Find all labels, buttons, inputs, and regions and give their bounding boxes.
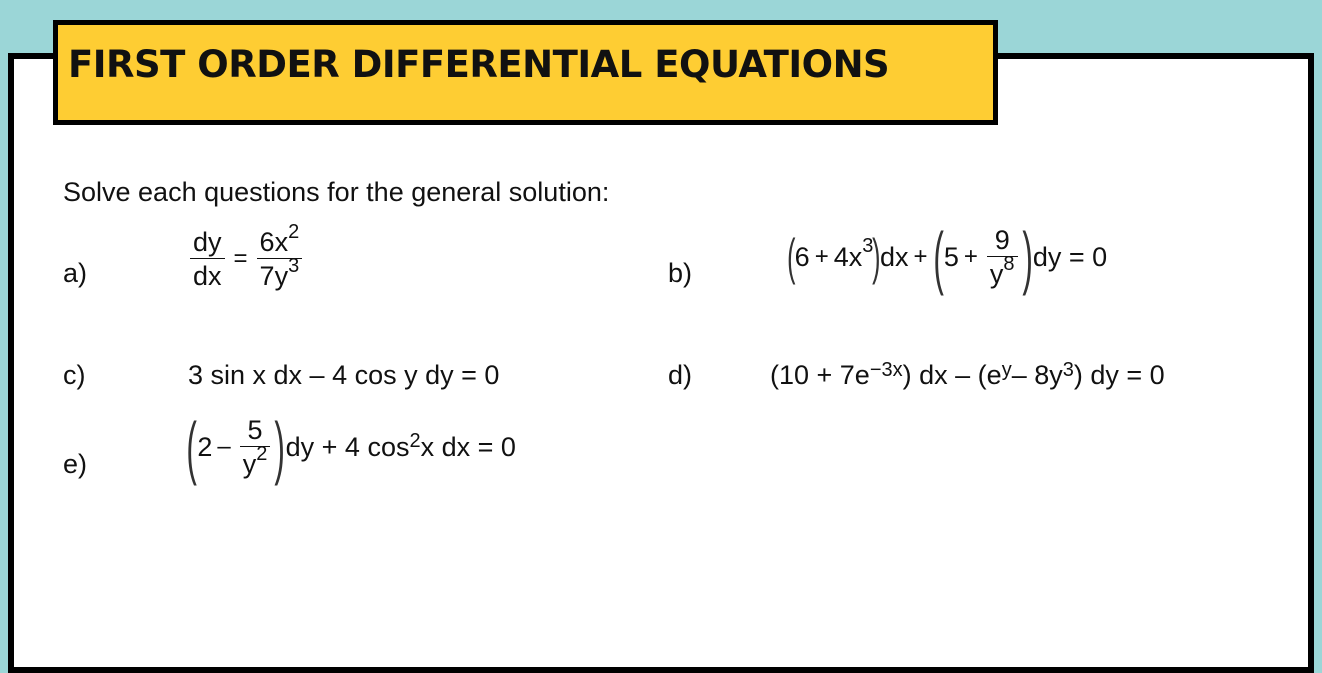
five-over-y2-fraction — [240, 416, 271, 479]
fraction-numerator: dy — [193, 227, 222, 257]
minus-sign: – — [217, 433, 231, 460]
term: 6 — [794, 241, 810, 272]
term: ) dy = 0 — [1073, 360, 1165, 390]
term: $4x^3$ — [833, 234, 874, 272]
term: 5 — [943, 241, 959, 272]
dy-dx-fraction — [190, 228, 225, 291]
question-a-equation — [186, 221, 306, 292]
dy-equals-zero: dy = 0 — [1032, 241, 1108, 272]
left-paren: ( — [787, 229, 796, 285]
fraction-denominator: $7y^3$ — [257, 258, 303, 290]
fraction-denominator: $y^2$ — [240, 446, 271, 478]
fraction-numerator: 9 — [994, 224, 1010, 255]
left-paren: ( — [932, 218, 944, 296]
plus-sign: + — [814, 243, 829, 270]
question-c-label: c) — [63, 360, 86, 390]
right-paren: ) — [872, 229, 881, 285]
rhs-fraction — [257, 221, 303, 292]
term: – 8y — [1011, 360, 1063, 390]
fraction-numerator: $6x^2$ — [259, 221, 300, 257]
fraction-numerator: 5 — [247, 414, 263, 445]
term: (10 + 7e — [770, 360, 870, 390]
question-b-equation — [787, 218, 1108, 296]
plus-sign: + — [963, 243, 978, 270]
question-b-label: b) — [668, 258, 693, 288]
fraction-denominator: dx — [190, 258, 225, 290]
term: x dx = 0 — [420, 431, 516, 462]
question-e-label: e) — [63, 449, 88, 479]
left-paren: ( — [186, 408, 197, 486]
term: 2 — [197, 431, 213, 462]
term: ) dx – (e — [902, 360, 1002, 390]
right-paren: ) — [274, 408, 286, 486]
right-paren: ) — [1021, 218, 1033, 296]
equals-sign: = — [233, 245, 248, 273]
question-d-label: d) — [668, 360, 693, 390]
page-title: FIRST ORDER DIFFERENTIAL EQUATIONS — [68, 43, 890, 86]
exponent: y — [1001, 358, 1012, 381]
question-d-equation — [770, 360, 1165, 391]
question-a-label: a) — [63, 258, 88, 288]
dx-term: dx — [880, 241, 909, 272]
exponent: −3x — [869, 358, 903, 381]
instruction-text: Solve each questions for the general solution: — [63, 177, 610, 207]
plus-sign: + — [913, 243, 928, 270]
fraction-denominator: $y^8$ — [987, 256, 1018, 288]
title-banner — [53, 20, 998, 125]
term: dy + 4 cos — [285, 431, 410, 462]
exponent: 2 — [409, 430, 421, 452]
exponent: 3 — [1062, 358, 1074, 381]
nine-over-y8-fraction — [987, 226, 1018, 289]
question-e-equation — [186, 408, 516, 486]
question-c-equation: 3 sin x dx – 4 cos y dy = 0 — [188, 360, 500, 390]
